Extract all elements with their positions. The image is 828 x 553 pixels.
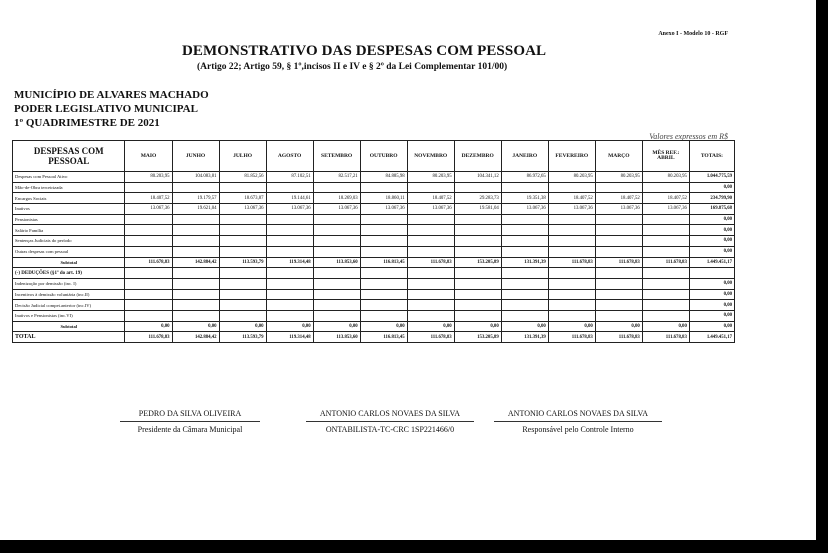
value-cell: [313, 246, 360, 257]
value-cell: [172, 310, 219, 321]
value-cell: 142.884,42: [172, 257, 219, 268]
row-total-cell: 0,00: [689, 214, 734, 225]
value-cell: [172, 214, 219, 225]
value-cell: [642, 310, 689, 321]
value-cell: 111.678,83: [407, 332, 454, 343]
empty-cell: [689, 268, 734, 279]
value-cell: 80.203,95: [125, 172, 172, 183]
value-cell: [407, 246, 454, 257]
value-cell: [501, 289, 548, 300]
value-cell: 111.678,83: [595, 257, 642, 268]
value-cell: [219, 246, 266, 257]
value-cell: [548, 300, 595, 311]
value-cell: [548, 278, 595, 289]
value-cell: 116.813,45: [360, 332, 407, 343]
value-cell: [266, 225, 313, 236]
value-cell: [501, 300, 548, 311]
empty-cell: [454, 268, 501, 279]
value-cell: 131.391,39: [501, 257, 548, 268]
branch-name: PODER LEGISLATIVO MUNICIPAL: [14, 103, 198, 115]
value-cell: [595, 246, 642, 257]
column-header: OUTUBRO: [360, 141, 407, 172]
total-row: [13, 332, 735, 343]
value-cell: [501, 246, 548, 257]
row-total-cell: 1.449.451,17: [689, 332, 734, 343]
row-total-cell: 0,00: [689, 278, 734, 289]
value-cell: 0,00: [313, 321, 360, 332]
value-cell: [501, 182, 548, 193]
value-cell: [219, 278, 266, 289]
empty-cell: [595, 268, 642, 279]
row-label: TOTAL: [13, 332, 125, 343]
value-cell: 18.407,52: [407, 193, 454, 204]
table-body: [13, 172, 735, 343]
row-total-cell: 169.875,68: [689, 204, 734, 215]
value-cell: 116.813,45: [360, 257, 407, 268]
value-cell: 0,00: [125, 321, 172, 332]
value-cell: [313, 289, 360, 300]
value-cell: [642, 246, 689, 257]
empty-cell: [548, 268, 595, 279]
value-cell: [642, 182, 689, 193]
value-cell: [501, 214, 548, 225]
column-header: FEVEREIRO: [548, 141, 595, 172]
value-cell: 18.673,87: [219, 193, 266, 204]
value-cell: [360, 289, 407, 300]
values-note: Valores expressos em R$: [649, 132, 728, 141]
row-total-cell: 0,00: [689, 300, 734, 311]
empty-cell: [407, 268, 454, 279]
value-cell: [595, 289, 642, 300]
value-cell: [172, 225, 219, 236]
signature-name: ANTONIO CARLOS NOVAES DA SILVA: [507, 409, 649, 418]
value-cell: [219, 236, 266, 247]
value-cell: 13.067,36: [595, 204, 642, 215]
column-header: JULHO: [219, 141, 266, 172]
value-cell: [642, 225, 689, 236]
value-cell: [642, 300, 689, 311]
value-cell: [266, 246, 313, 257]
municipality-name: MUNICÍPIO DE ALVARES MACHADO: [14, 89, 209, 101]
value-cell: 13.067,36: [501, 204, 548, 215]
value-cell: 153.205,89: [454, 332, 501, 343]
value-cell: 104.341,12: [454, 172, 501, 183]
value-cell: [548, 289, 595, 300]
value-cell: 131.391,39: [501, 332, 548, 343]
value-cell: 84.885,98: [360, 172, 407, 183]
column-header: JANEIRO: [501, 141, 548, 172]
row-total-cell: 0,00: [689, 246, 734, 257]
value-cell: 86.972,65: [501, 172, 548, 183]
value-cell: [454, 225, 501, 236]
value-cell: [548, 246, 595, 257]
table-row: [13, 182, 735, 193]
value-cell: 13.067,36: [219, 204, 266, 215]
row-label: Subtotal: [13, 257, 125, 268]
value-cell: [360, 214, 407, 225]
value-cell: [595, 300, 642, 311]
value-cell: [172, 246, 219, 257]
column-header: DEZEMBRO: [454, 141, 501, 172]
table-row: [13, 193, 735, 204]
deductions-header: (-) DEDUÇÕES (§1º do art. 19): [13, 268, 125, 279]
value-cell: 19.351,38: [501, 193, 548, 204]
value-cell: [172, 236, 219, 247]
table-header-row: [13, 141, 735, 172]
subtotal-row: [13, 321, 735, 332]
value-cell: [595, 182, 642, 193]
row-label: Salário Família: [13, 225, 125, 236]
value-cell: [266, 300, 313, 311]
empty-cell: [642, 268, 689, 279]
row-label: Encargos Sociais: [13, 193, 125, 204]
value-cell: 142.884,42: [172, 332, 219, 343]
value-cell: 0,00: [172, 321, 219, 332]
column-header: MÊS REF.: ABRIL: [642, 141, 689, 172]
row-label: Outras despesas com pessoal: [13, 246, 125, 257]
row-label: Inativos e Pensionistas (inc.VI): [13, 310, 125, 321]
row-label: Indenização por demissão (inc. I): [13, 278, 125, 289]
value-cell: 80.203,95: [407, 172, 454, 183]
value-cell: [454, 300, 501, 311]
row-label: Pensionistas: [13, 214, 125, 225]
empty-cell: [172, 268, 219, 279]
row-label: Sentenças Judiciais do período: [13, 236, 125, 247]
value-cell: 111.678,83: [407, 257, 454, 268]
value-cell: 111.678,83: [595, 332, 642, 343]
column-header: NOVEMBRO: [407, 141, 454, 172]
value-cell: 82.517,21: [313, 172, 360, 183]
value-cell: [172, 182, 219, 193]
annex-label: Anexo I - Modelo 10 - RGF: [658, 31, 728, 37]
value-cell: 18.407,52: [595, 193, 642, 204]
value-cell: [219, 225, 266, 236]
column-header-category: DESPESAS COM PESSOAL: [13, 141, 125, 172]
value-cell: [454, 278, 501, 289]
value-cell: [548, 225, 595, 236]
row-label: Despesas com Pessoal Ativo: [13, 172, 125, 183]
value-cell: 18.860,11: [360, 193, 407, 204]
value-cell: [313, 300, 360, 311]
value-cell: [219, 300, 266, 311]
value-cell: 13.067,36: [360, 204, 407, 215]
value-cell: [125, 289, 172, 300]
value-cell: 18.407,52: [642, 193, 689, 204]
value-cell: [454, 246, 501, 257]
value-cell: 111.678,83: [548, 332, 595, 343]
value-cell: [642, 278, 689, 289]
value-cell: 0,00: [407, 321, 454, 332]
value-cell: 19.581,04: [454, 204, 501, 215]
value-cell: 18.407,52: [548, 193, 595, 204]
value-cell: 0,00: [595, 321, 642, 332]
value-cell: [313, 182, 360, 193]
deductions-header-row: [13, 268, 735, 279]
value-cell: [360, 300, 407, 311]
column-header: AGOSTO: [266, 141, 313, 172]
value-cell: 111.678,83: [548, 257, 595, 268]
value-cell: [454, 289, 501, 300]
value-cell: [407, 236, 454, 247]
row-total-cell: 234.799,90: [689, 193, 734, 204]
row-total-cell: 0,00: [689, 236, 734, 247]
value-cell: [313, 278, 360, 289]
table-row: [13, 172, 735, 183]
value-cell: [360, 182, 407, 193]
value-cell: 13.067,36: [313, 204, 360, 215]
deduction-row: [13, 278, 735, 289]
value-cell: [548, 182, 595, 193]
row-total-cell: 1.449.451,17: [689, 257, 734, 268]
value-cell: [501, 310, 548, 321]
signature-president: [120, 409, 260, 434]
row-total-cell: 1.044.775,59: [689, 172, 734, 183]
value-cell: [595, 310, 642, 321]
value-cell: 119.314,48: [266, 332, 313, 343]
value-cell: [172, 289, 219, 300]
row-label: Mão-de-Obra terceirizada: [13, 182, 125, 193]
value-cell: [407, 310, 454, 321]
value-cell: 0,00: [266, 321, 313, 332]
document-subtitle: (Artigo 22; Artigo 59, § 1º,incisos II e IV e § 2º da Lei Complementar 101/00): [197, 62, 508, 72]
value-cell: [313, 225, 360, 236]
value-cell: [407, 225, 454, 236]
column-header: JUNHO: [172, 141, 219, 172]
value-cell: 153.205,89: [454, 257, 501, 268]
table-row: [13, 246, 735, 257]
value-cell: [595, 214, 642, 225]
row-label: Incentivos à demissão voluntária (inc.II): [13, 289, 125, 300]
expenses-table: [12, 140, 735, 343]
signature-role: ONTABILISTA-TC-CRC 1SP221466/0: [325, 425, 455, 434]
value-cell: 87.102,51: [266, 172, 313, 183]
value-cell: 0,00: [360, 321, 407, 332]
value-cell: [313, 310, 360, 321]
value-cell: [266, 182, 313, 193]
value-cell: [595, 225, 642, 236]
deduction-row: [13, 300, 735, 311]
value-cell: [172, 278, 219, 289]
value-cell: 18.269,03: [313, 193, 360, 204]
row-total-cell: 0,00: [689, 289, 734, 300]
value-cell: [595, 236, 642, 247]
value-cell: 111.678,83: [642, 257, 689, 268]
value-cell: [642, 214, 689, 225]
value-cell: 113.853,60: [313, 332, 360, 343]
value-cell: [313, 214, 360, 225]
value-cell: [360, 310, 407, 321]
value-cell: [266, 236, 313, 247]
table-row: [13, 225, 735, 236]
row-total-cell: 0,00: [689, 225, 734, 236]
value-cell: [125, 310, 172, 321]
value-cell: 0,00: [642, 321, 689, 332]
value-cell: 0,00: [501, 321, 548, 332]
document-title: DEMONSTRATIVO DAS DESPESAS COM PESSOAL: [182, 43, 547, 59]
value-cell: [595, 278, 642, 289]
table-row: [13, 236, 735, 247]
value-cell: 18.407,52: [125, 193, 172, 204]
value-cell: [125, 236, 172, 247]
column-header: MARÇO: [595, 141, 642, 172]
column-header-totals: TOTAIS:: [689, 141, 734, 172]
row-label: Decisão Judicial compet.anterior (inc.IV): [13, 300, 125, 311]
value-cell: [360, 246, 407, 257]
value-cell: [407, 214, 454, 225]
value-cell: 0,00: [454, 321, 501, 332]
value-cell: [407, 289, 454, 300]
deduction-row: [13, 310, 735, 321]
value-cell: 80.203,95: [642, 172, 689, 183]
value-cell: 113.593,79: [219, 332, 266, 343]
value-cell: [407, 278, 454, 289]
period-label: 1º QUADRIMESTRE DE 2021: [14, 117, 160, 129]
value-cell: [454, 214, 501, 225]
signature-name: PEDRO DA SILVA OLIVEIRA: [138, 409, 242, 418]
value-cell: [266, 310, 313, 321]
value-cell: 80.203,95: [548, 172, 595, 183]
signature-role: Presidente da Câmara Municipal: [137, 425, 243, 434]
signature-internal-control: [494, 409, 662, 434]
row-label: Inativos: [13, 204, 125, 215]
entity-block: [14, 88, 209, 130]
value-cell: [125, 300, 172, 311]
subtotal-row: [13, 257, 735, 268]
value-cell: [501, 236, 548, 247]
deduction-row: [13, 289, 735, 300]
value-cell: 80.203,95: [595, 172, 642, 183]
value-cell: 19.621,04: [172, 204, 219, 215]
row-label: Subtotal: [13, 321, 125, 332]
value-cell: 104.083,81: [172, 172, 219, 183]
value-cell: [454, 182, 501, 193]
value-cell: [219, 214, 266, 225]
empty-cell: [360, 268, 407, 279]
value-cell: 19.144,61: [266, 193, 313, 204]
value-cell: [313, 236, 360, 247]
value-cell: [219, 289, 266, 300]
value-cell: [454, 310, 501, 321]
empty-cell: [501, 268, 548, 279]
value-cell: [642, 236, 689, 247]
value-cell: [454, 236, 501, 247]
value-cell: [219, 182, 266, 193]
value-cell: 13.067,36: [642, 204, 689, 215]
value-cell: [360, 278, 407, 289]
signature-name: ANTONIO CARLOS NOVAES DA SILVA: [319, 409, 461, 418]
value-cell: [642, 289, 689, 300]
value-cell: 111.678,83: [642, 332, 689, 343]
value-cell: [548, 236, 595, 247]
value-cell: 111.678,83: [125, 332, 172, 343]
value-cell: 29.283,73: [454, 193, 501, 204]
row-total-cell: 0,00: [689, 321, 734, 332]
value-cell: 13.067,36: [266, 204, 313, 215]
row-total-cell: 0,00: [689, 182, 734, 193]
empty-cell: [219, 268, 266, 279]
column-header: MAIO: [125, 141, 172, 172]
signature-role: Responsável pelo Controle Interno: [522, 425, 634, 434]
value-cell: 13.067,36: [548, 204, 595, 215]
value-cell: [125, 278, 172, 289]
signature-accountant: [306, 409, 474, 434]
value-cell: 13.067,36: [125, 204, 172, 215]
value-cell: 113.853,60: [313, 257, 360, 268]
value-cell: [219, 310, 266, 321]
value-cell: [172, 300, 219, 311]
table-row: [13, 214, 735, 225]
value-cell: 0,00: [219, 321, 266, 332]
value-cell: 111.678,83: [125, 257, 172, 268]
value-cell: [501, 278, 548, 289]
empty-cell: [266, 268, 313, 279]
value-cell: [125, 225, 172, 236]
value-cell: [125, 246, 172, 257]
value-cell: [266, 214, 313, 225]
value-cell: [266, 289, 313, 300]
empty-cell: [125, 268, 172, 279]
value-cell: 19.179,57: [172, 193, 219, 204]
value-cell: [125, 214, 172, 225]
value-cell: 113.593,79: [219, 257, 266, 268]
value-cell: [548, 310, 595, 321]
value-cell: [501, 225, 548, 236]
empty-cell: [313, 268, 360, 279]
value-cell: [360, 236, 407, 247]
value-cell: 0,00: [548, 321, 595, 332]
value-cell: 81.852,56: [219, 172, 266, 183]
value-cell: [266, 278, 313, 289]
row-total-cell: 0,00: [689, 310, 734, 321]
value-cell: [548, 214, 595, 225]
value-cell: 13.067,36: [407, 204, 454, 215]
value-cell: [125, 182, 172, 193]
value-cell: [407, 300, 454, 311]
value-cell: [407, 182, 454, 193]
table-row: [13, 204, 735, 215]
value-cell: 119.314,48: [266, 257, 313, 268]
column-header: SETEMBRO: [313, 141, 360, 172]
value-cell: [360, 225, 407, 236]
